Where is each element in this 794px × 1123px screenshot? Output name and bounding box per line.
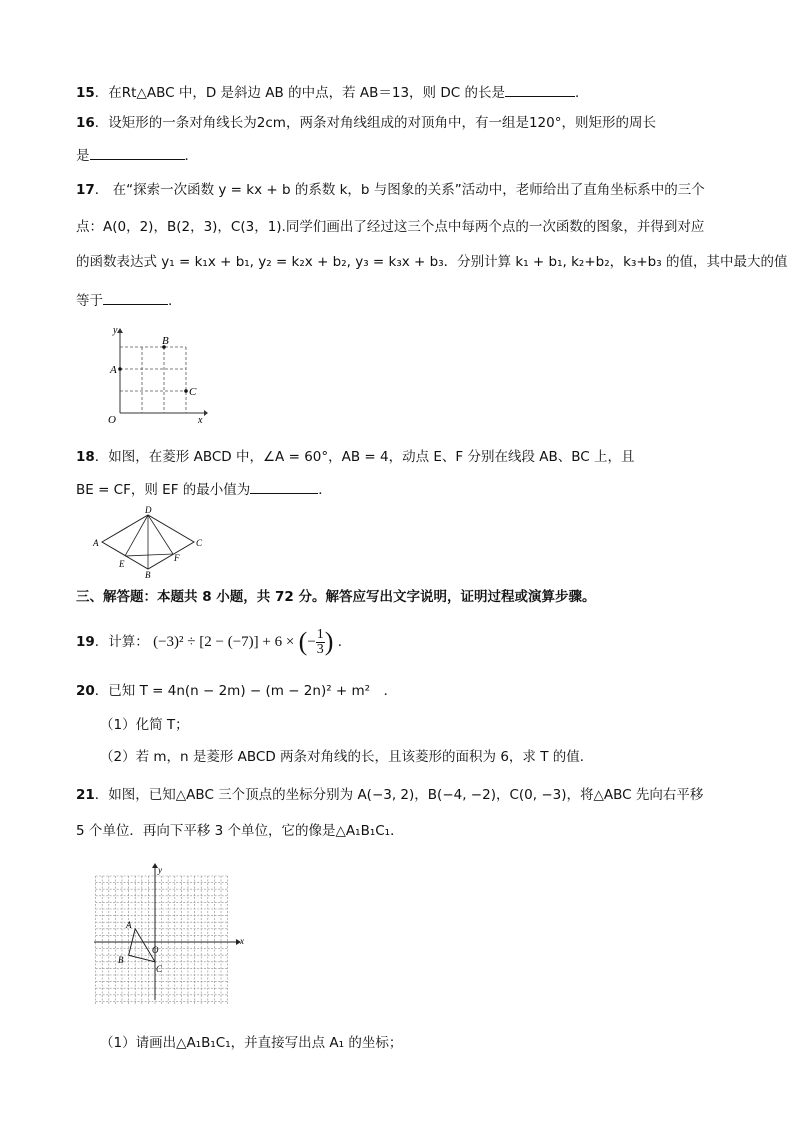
- point-a: [118, 367, 122, 371]
- question-text: 是: [76, 148, 90, 164]
- question-number: 21: [76, 787, 95, 803]
- question-text: 的函数表达式 y₁ = k₁x + b₁, y₂ = k₂x + b₂, y₃ = k₃x + b₃．分别计算 k₁ + b₁, k₂+b₂，k₃+b₃ 的值，其中最大的值: [76, 254, 788, 270]
- question-text: ．设矩形的一条对角线长为2cm，两条对角线组成的对顶角中，有一组是120°，则矩形的周长: [94, 115, 656, 131]
- label-b: B: [118, 955, 124, 965]
- question-number: 20: [76, 683, 95, 699]
- question-20-part2: （2）若 m，n 是菱形 ABCD 两条对角线的长，且该菱形的面积为 6，求 T 的值．: [100, 749, 594, 765]
- question-text: 等于: [76, 293, 103, 309]
- question-number: 19: [76, 634, 95, 650]
- fraction: [316, 628, 325, 657]
- answer-blank[interactable]: [103, 290, 168, 305]
- question-16-cont: 是 ．: [76, 145, 198, 165]
- origin-label: O: [152, 945, 159, 955]
- label-e: E: [119, 559, 125, 569]
- question-20: 20．已知 T = 4n(n − 2m) − (m − 2n)² + m² ．: [76, 683, 398, 699]
- question-21-part1: （1）请画出△A₁B₁C₁，并直接写出点 A₁ 的坐标；: [100, 1035, 403, 1051]
- question-18: [76, 448, 635, 466]
- x-label: x: [240, 936, 244, 946]
- x-arrow-icon: [204, 410, 208, 416]
- question-17-line4: 等于 .: [76, 290, 172, 310]
- question-number: 16: [76, 115, 95, 131]
- label-a: A: [110, 364, 117, 376]
- question-21: [76, 786, 703, 804]
- question-17-line3: [76, 253, 787, 271]
- question-number: 17: [76, 182, 95, 198]
- label-c: C: [189, 386, 197, 398]
- question-text: 5 个单位．再向下平移 3 个单位，它的像是△A₁B₁C₁．: [76, 823, 404, 839]
- question-text: 点：A(0，2)，B(2，3)，C(3，1).同学们画出了经过这三个点中每两个点的一次函数的图象，并得到对应: [76, 219, 705, 235]
- label-f: F: [174, 553, 180, 563]
- origin-label: O: [108, 414, 116, 425]
- question-16: [76, 114, 656, 132]
- question-text: ．如图，已知△ABC 三个顶点的坐标分别为 A(−3, 2)，B(−4, −2)，C(0, −3)，将△ABC 先向右平移: [94, 787, 704, 803]
- question-text: ． 在“探索一次函数 y = kx + b 的系数 k，b 与图象的关系”活动中，老师给出了直角坐标系中的三个: [94, 182, 705, 198]
- question-15: 15．在Rt△ABC 中，D 是斜边 AB 的中点，若 AB＝13，则 DC 的长是 ．: [76, 82, 588, 102]
- y-arrow-icon: [117, 328, 123, 333]
- label-a: A: [93, 538, 99, 548]
- q18-rhombus-figure: [90, 505, 210, 580]
- question-text: ．计算：: [94, 634, 149, 650]
- label-a: A: [126, 920, 132, 930]
- question-17-line2: [76, 218, 704, 236]
- denominator: 3: [316, 641, 324, 657]
- point-c: [184, 389, 188, 393]
- label-b: B: [162, 335, 169, 347]
- question-number: 18: [76, 449, 95, 465]
- label-b: B: [145, 570, 151, 580]
- question-text: ．已知 T = 4n(n − 2m) − (m − 2n)² + m²: [94, 683, 371, 699]
- grid-lines: [96, 876, 228, 1005]
- q17-coordinate-figure: [100, 325, 210, 425]
- question-text: ．在Rt△ABC 中，D 是斜边 AB 的中点，若 AB＝13，则 DC 的长是: [94, 85, 505, 101]
- segment-df: [148, 515, 173, 554]
- expression: (−3)² ÷ [2 − (−7)] + 6 ×: [153, 634, 295, 650]
- y-label: y: [113, 325, 118, 336]
- section-heading: 三、解答题：本题共 8 小题，共 72 分。解答应写出文字说明，证明过程或演算步骤。: [76, 589, 596, 605]
- question-number: 15: [76, 85, 95, 101]
- segment-de: [125, 515, 148, 556]
- question-18-line2: BE = CF，则 EF 的最小值为 ．: [76, 479, 332, 499]
- label-c: C: [156, 964, 163, 974]
- negative-sign: −: [307, 634, 316, 650]
- numerator: 1: [316, 626, 324, 642]
- question-19: 19．计算： (−3)² ÷ [2 − (−7)] + 6 × (− $\frac{1}{3}$ ) ．: [76, 626, 352, 657]
- question-20-part1: （1）化简 T；: [100, 717, 189, 733]
- answer-blank[interactable]: [90, 145, 185, 160]
- answer-blank[interactable]: [505, 82, 575, 97]
- answer-blank[interactable]: [250, 479, 318, 494]
- x-label: x: [198, 415, 203, 425]
- q21-grid-figure: [90, 860, 250, 1005]
- question-text: BE = CF，则 EF 的最小值为: [76, 482, 251, 498]
- question-21-line2: [76, 822, 404, 840]
- segment-ef: [125, 554, 173, 556]
- dashed-grid: [120, 347, 186, 413]
- y-label: y: [158, 865, 162, 875]
- label-d: D: [145, 505, 152, 515]
- question-text: ．如图，在菱形 ABCD 中，∠A = 60°，AB = 4，动点 E、F 分别在线段 AB、BC 上，且: [94, 449, 635, 465]
- question-17: [76, 181, 705, 199]
- label-c: C: [196, 538, 203, 548]
